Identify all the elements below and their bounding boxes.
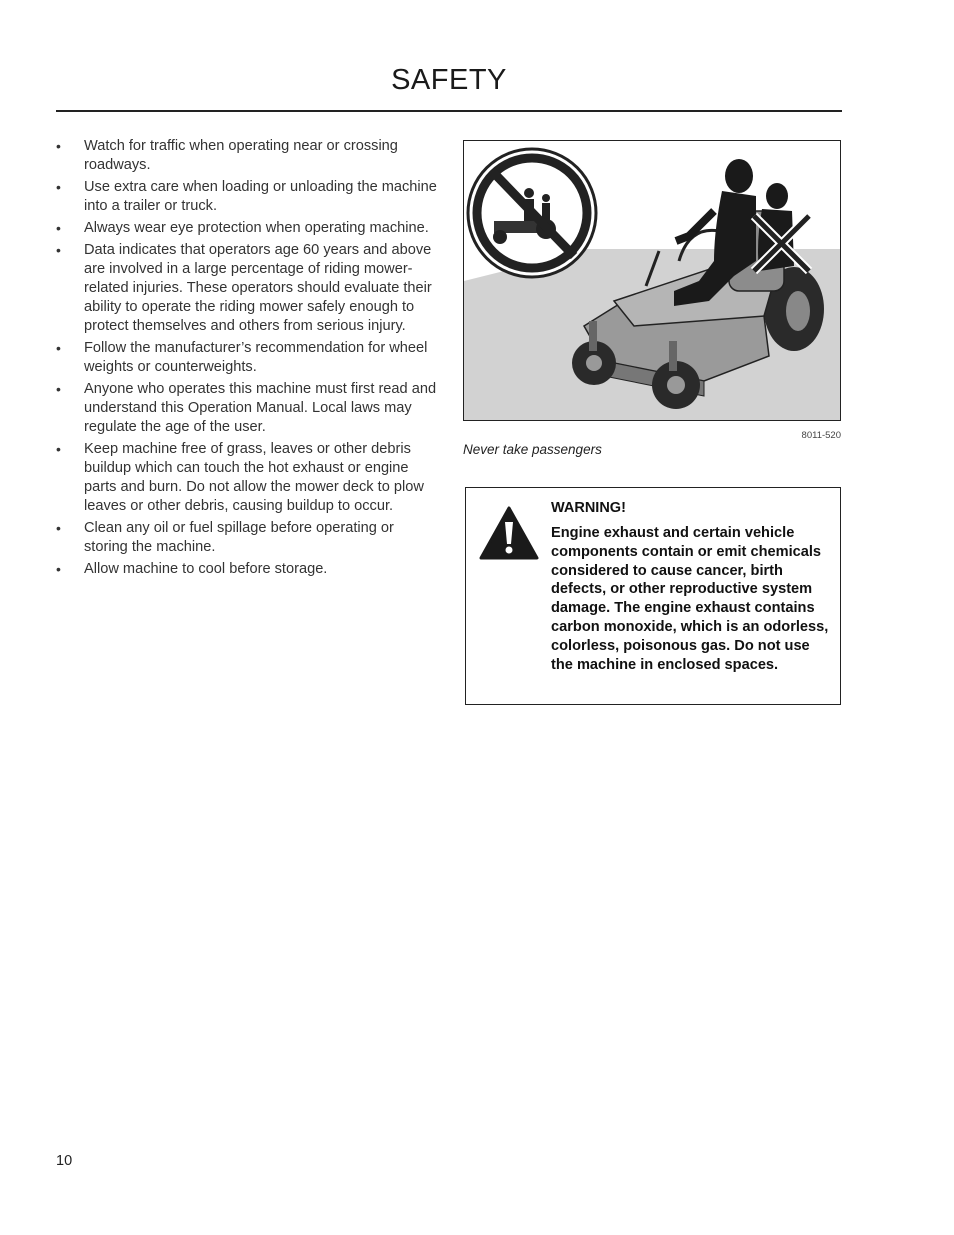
- warning-triangle-icon: [479, 506, 539, 560]
- safety-bullet-list: [56, 137, 441, 582]
- page-title: SAFETY: [391, 64, 507, 96]
- list-item: • Always wear eye protection when operating machine.: [56, 219, 441, 238]
- figure-caption: Never take passengers: [463, 442, 602, 457]
- list-item: • Use extra care when loading or unloading the machine into a trailer or truck.: [56, 178, 441, 216]
- warning-heading: WARNING!: [551, 500, 626, 516]
- no-passengers-icon: [468, 149, 596, 277]
- warning-box: [465, 487, 841, 705]
- warning-text: Engine exhaust and certain vehicle components contain or emit chemicals considered to cause cancer, birth defects, or other reproductive system damage. The engine exhaust contains carbon monoxide, which is an odorless, colorless, poisonous gas. Do not use the machine in enclosed spaces.: [551, 525, 829, 673]
- list-item: • Keep machine free of grass, leaves or other debris buildup which can touch the hot exhaust or engine parts and burn. Do not allow the mower deck to plow leaves or other debris, causing buildup to occur.: [56, 440, 441, 516]
- figure-code: 8011-520: [801, 430, 841, 441]
- page-number: 10: [56, 1153, 73, 1169]
- title-divider: [56, 110, 842, 112]
- list-item: • Clean any oil or fuel spillage before operating or storing the machine.: [56, 519, 441, 557]
- list-item: • Data indicates that operators age 60 years and above are involved in a large percentage of riding mower-related injuries. These operators should evaluate their ability to operate the riding mower safely enough to protect themselves and others from serious injury.: [56, 241, 441, 336]
- list-item: • Watch for traffic when operating near or crossing roadways.: [56, 137, 441, 175]
- list-item: • Allow machine to cool before storage.: [56, 560, 441, 579]
- mower-passenger-drawing: [464, 141, 840, 420]
- passenger-illustration: [463, 140, 841, 421]
- list-item: • Anyone who operates this machine must first read and understand this Operation Manual. Local laws may regulate the age of the user.: [56, 380, 441, 437]
- list-item: • Follow the manufacturer’s recommendation for wheel weights or counterweights.: [56, 339, 441, 377]
